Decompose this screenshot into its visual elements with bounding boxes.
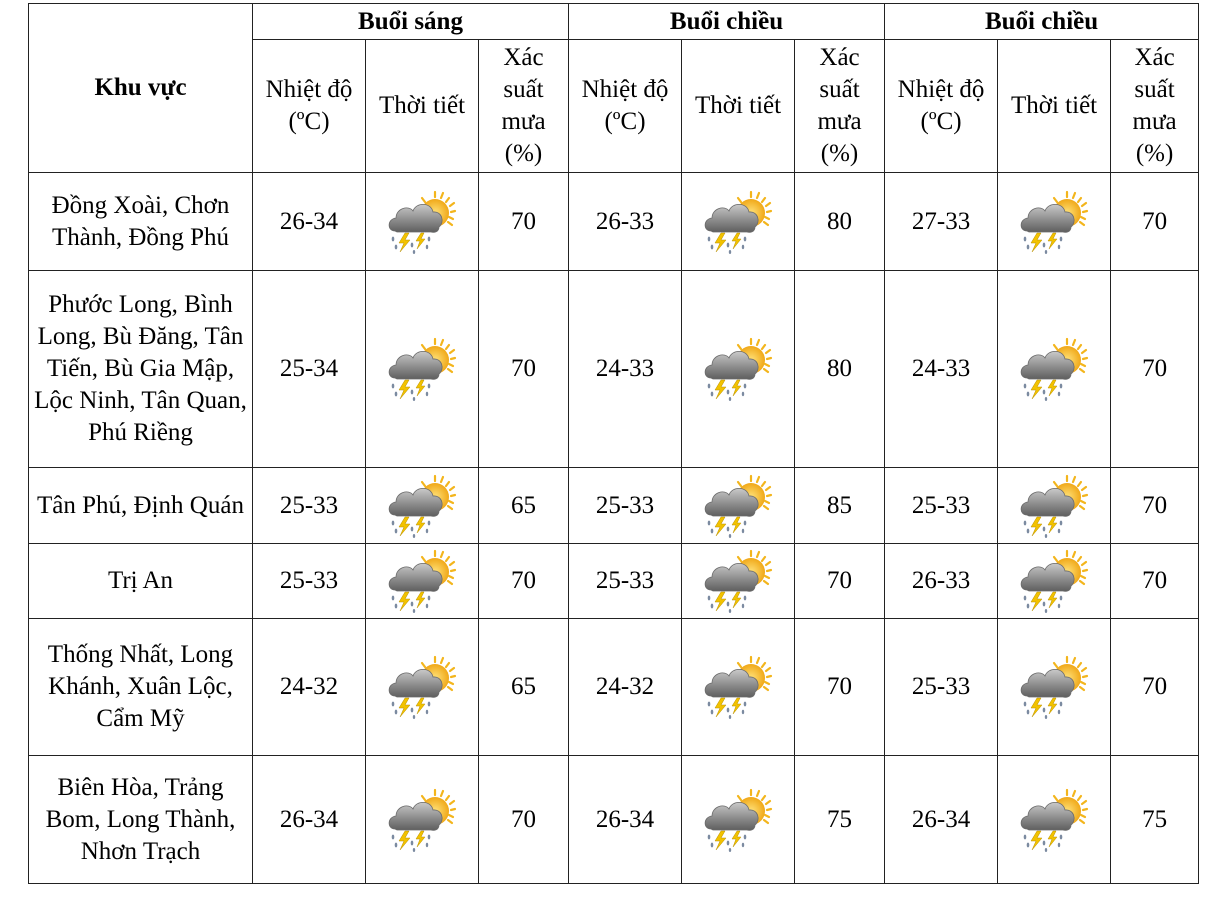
weather-header: Thời tiết [682, 40, 795, 173]
thunderstorm-rain-partly-sunny-icon [1017, 189, 1091, 255]
rain-probability-cell: 70 [795, 544, 885, 619]
temperature-cell: 26-34 [253, 756, 366, 884]
temperature-cell: 25-34 [253, 271, 366, 468]
rain-probability-cell: 70 [479, 271, 569, 468]
weather-header: Thời tiết [998, 40, 1111, 173]
region-cell: Thống Nhất, Long Khánh, Xuân Lộc, Cẩm Mỹ [29, 619, 253, 756]
weather-forecast-table [28, 3, 1199, 884]
thunderstorm-rain-partly-sunny-icon [701, 654, 775, 720]
thunderstorm-rain-partly-sunny-icon [1017, 787, 1091, 853]
thunderstorm-rain-partly-sunny-icon [385, 548, 459, 614]
thunderstorm-rain-partly-sunny-icon [1017, 654, 1091, 720]
thunderstorm-rain-partly-sunny-icon [1017, 473, 1091, 539]
thunderstorm-rain-partly-sunny-icon [385, 473, 459, 539]
rain-probability-cell: 70 [1111, 544, 1199, 619]
temp-header: Nhiệt độ (ºC) [569, 40, 682, 173]
rain-probability-header: Xác suất mưa (%) [1111, 40, 1199, 173]
thunderstorm-rain-partly-sunny-icon [701, 189, 775, 255]
rain-probability-cell: 70 [1111, 468, 1199, 544]
session-header-morning: Buổi sáng [253, 4, 569, 40]
weather-cell [682, 271, 795, 468]
temperature-cell: 24-33 [569, 271, 682, 468]
temperature-cell: 26-33 [569, 173, 682, 271]
thunderstorm-rain-partly-sunny-icon [701, 787, 775, 853]
table-row [29, 173, 1199, 271]
temperature-cell: 26-33 [885, 544, 998, 619]
rain-probability-cell: 85 [795, 468, 885, 544]
weather-cell [998, 468, 1111, 544]
table-row [29, 619, 1199, 756]
rain-probability-cell: 65 [479, 468, 569, 544]
rain-probability-cell: 70 [479, 756, 569, 884]
weather-cell [366, 173, 479, 271]
rain-probability-cell: 70 [1111, 271, 1199, 468]
rain-probability-header: Xác suất mưa (%) [795, 40, 885, 173]
region-header: Khu vực [29, 4, 253, 173]
temperature-cell: 25-33 [885, 468, 998, 544]
rain-probability-cell: 65 [479, 619, 569, 756]
temperature-cell: 24-32 [569, 619, 682, 756]
region-cell: Biên Hòa, Trảng Bom, Long Thành, Nhơn Trạch [29, 756, 253, 884]
weather-cell [682, 756, 795, 884]
weather-cell [682, 544, 795, 619]
table-row [29, 271, 1199, 468]
weather-cell [998, 756, 1111, 884]
table-row [29, 756, 1199, 884]
weather-cell [366, 544, 479, 619]
table-row [29, 544, 1199, 619]
rain-probability-cell: 75 [795, 756, 885, 884]
forecast-body [29, 173, 1199, 884]
rain-probability-cell: 70 [479, 173, 569, 271]
thunderstorm-rain-partly-sunny-icon [385, 787, 459, 853]
table-row [29, 468, 1199, 544]
weather-cell [682, 619, 795, 756]
temperature-cell: 25-33 [253, 468, 366, 544]
thunderstorm-rain-partly-sunny-icon [701, 336, 775, 402]
thunderstorm-rain-partly-sunny-icon [385, 654, 459, 720]
temperature-cell: 24-32 [253, 619, 366, 756]
weather-cell [366, 271, 479, 468]
weather-cell [366, 756, 479, 884]
temperature-cell: 26-34 [885, 756, 998, 884]
weather-cell [998, 173, 1111, 271]
rain-probability-cell: 70 [1111, 619, 1199, 756]
weather-cell [366, 468, 479, 544]
session-header-afternoon-2: Buổi chiều [885, 4, 1199, 40]
weather-cell [682, 468, 795, 544]
rain-probability-cell: 70 [1111, 173, 1199, 271]
temp-header: Nhiệt độ (ºC) [253, 40, 366, 173]
session-header-afternoon: Buổi chiều [569, 4, 885, 40]
thunderstorm-rain-partly-sunny-icon [1017, 336, 1091, 402]
rain-probability-header: Xác suất mưa (%) [479, 40, 569, 173]
weather-cell [998, 271, 1111, 468]
temp-header: Nhiệt độ (ºC) [885, 40, 998, 173]
thunderstorm-rain-partly-sunny-icon [701, 548, 775, 614]
thunderstorm-rain-partly-sunny-icon [701, 473, 775, 539]
rain-probability-cell: 70 [795, 619, 885, 756]
temperature-cell: 24-33 [885, 271, 998, 468]
rain-probability-cell: 75 [1111, 756, 1199, 884]
temperature-cell: 25-33 [569, 544, 682, 619]
temperature-cell: 27-33 [885, 173, 998, 271]
temperature-cell: 25-33 [569, 468, 682, 544]
thunderstorm-rain-partly-sunny-icon [1017, 548, 1091, 614]
weather-cell [998, 544, 1111, 619]
thunderstorm-rain-partly-sunny-icon [385, 189, 459, 255]
rain-probability-cell: 70 [479, 544, 569, 619]
temperature-cell: 26-34 [569, 756, 682, 884]
thunderstorm-rain-partly-sunny-icon [385, 336, 459, 402]
region-cell: Tân Phú, Định Quán [29, 468, 253, 544]
temperature-cell: 25-33 [253, 544, 366, 619]
weather-header: Thời tiết [366, 40, 479, 173]
weather-cell [682, 173, 795, 271]
forecast-table-wrapper [28, 3, 1199, 884]
region-cell: Phước Long, Bình Long, Bù Đăng, Tân Tiến, Bù Gia Mập, Lộc Ninh, Tân Quan, Phú Riềng [29, 271, 253, 468]
rain-probability-cell: 80 [795, 271, 885, 468]
weather-cell [998, 619, 1111, 756]
temperature-cell: 26-34 [253, 173, 366, 271]
temperature-cell: 25-33 [885, 619, 998, 756]
region-cell: Trị An [29, 544, 253, 619]
weather-cell [366, 619, 479, 756]
rain-probability-cell: 80 [795, 173, 885, 271]
region-cell: Đồng Xoài, Chơn Thành, Đồng Phú [29, 173, 253, 271]
